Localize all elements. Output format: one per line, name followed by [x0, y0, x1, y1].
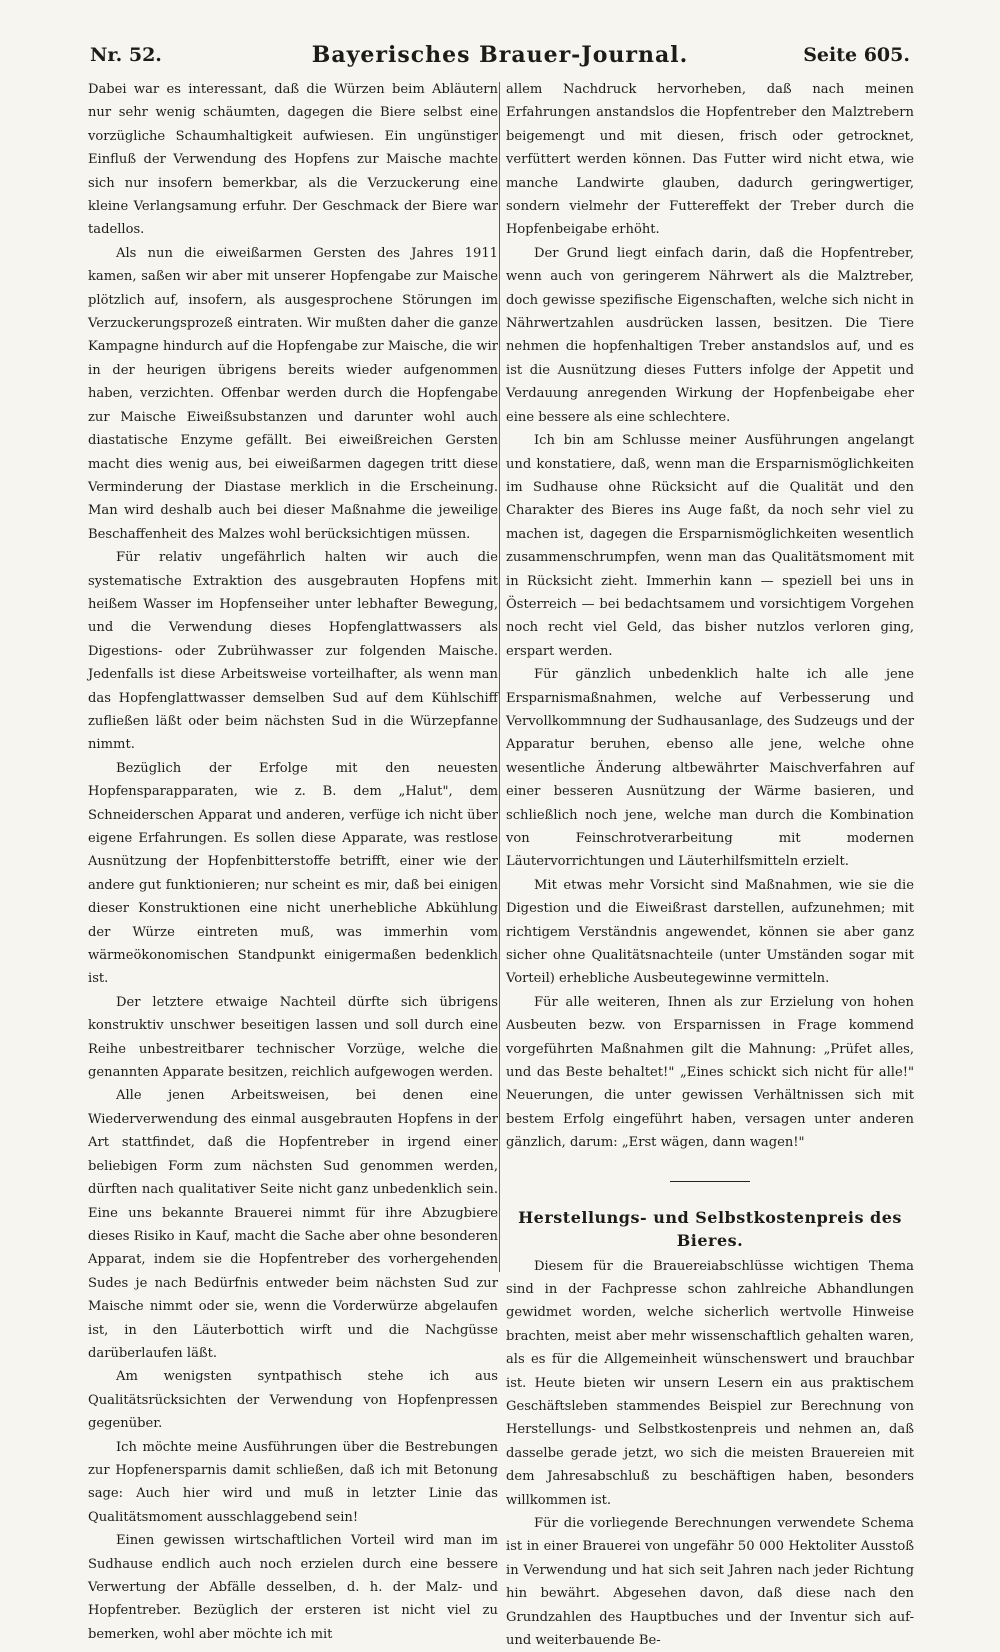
paragraph: Für relativ ungefährlich halten wir auch die systematische Extraktion des ausgebrauten Hopfens mit heißem Wasser im Hopfenseiher unter lebhafter Bewegung, und die Verwendung dieses Hopfenglattwassers als Digestions- oder Zubrühwasser zur folgenden Maische. Jedenfalls ist diese Arbeitsweise vorteilhafter, als wenn man das Hopfenglattwasser demselben Sud auf dem Kühlschiff zufließen läßt oder beim nächsten Sud in die Würzepfanne nimmt.: [88, 550, 498, 753]
paragraph: Mit etwas mehr Vorsicht sind Maßnahmen, wie sie die Digestion und die Eiweißrast darstellen, aufzunehmen; mit richtigem Verständnis angewendet, können sie aber ganz sicher ohne Qualitätsnachteile (unter Umständen sogar mit Vorteil) erhebliche Ausbeutegewinne vermitteln.: [506, 877, 914, 987]
paragraph: Für alle weiteren, Ihnen als zur Erzielung von hohen Ausbeuten bezw. von Ersparnissen in Frage kommend vorgeführten Maßnahmen gilt die Mahnung: „Prüfet alles, und das Beste behaltet!" „Eines schickt sich nicht für alle!" Neuerungen, die unter gewissen Verhältnissen sich mit bestem Erfolg eingeführt haben, versagen unter anderen gänzlich, darum: „Erst wägen, dann wagen!": [506, 994, 914, 1151]
paragraph: Einen gewissen wirtschaftlichen Vorteil wird man im Sudhause endlich auch noch erzielen durch eine bessere Verwertung der Abfälle desselben, d. h. der Malz- und Hopfentreber. Bezüglich der ersteren ist nicht viel zu bemerken, wohl aber möchte ich mit: [88, 1533, 498, 1642]
paragraph: Diesem für die Brauereiabschlüsse wichtigen Thema sind in der Fachpresse schon zahlreiche Abhandlungen gewidmet worden, welche sicherlich wertvolle Hinweise brachten, meist aber mehr wissenschaftlich gehalten waren, als es für die Allgemeinheit wünschenswert und brauchbar ist. Heute bieten wir unsern Lesern ein aus praktischem Geschäftsleben stammendes Beispiel zur Berechnung von Herstellungs- und Selbstkostenpreis und nehmen an, daß dasselbe gerade jetzt, wo sich die meisten Brauereien mit dem Jahresabschluß zu beschäftigen haben, besonders willkommen ist.: [506, 1258, 914, 1508]
section-heading: Herstellungs- und Selbstkostenpreis des Bieres.: [518, 1207, 902, 1251]
paragraph: Für die vorliegende Berechnungen verwendete Schema ist in einer Brauerei von ungefähr 50 000 Hektoliter Ausstoß in Verwendung und hat sich seit Jahren nach jeder Richtung hin bewährt. Abgesehen davon, daß diese nach den Grundzahlen des Hauptbuches und der Inventur sich auf- und weiterbauende Be-: [506, 1515, 914, 1648]
issue-number: Nr. 52.: [90, 44, 162, 66]
paragraph: Der letztere etwaige Nachteil dürfte sich übrigens konstruktiv unschwer beseitigen lassen und soll durch eine Reihe unbestreitbarer technischer Vorzüge, welche die genannten Apparate besitzen, reichlich aufgewogen werden.: [88, 994, 498, 1081]
right-column: [506, 78, 914, 1648]
paragraph: Alle jenen Arbeitsweisen, bei denen eine Wiederverwendung des einmal ausgebrauten Hopfens in der Art stattfindet, daß die Hopfentreber in irgend einer beliebigen Form zum nächsten Sud genommen werden, dürften nach qualitativer Seite nicht ganz unbedenklich sein. Eine uns bekannte Brauerei nimmt für ihre Abzugbiere dieses Risiko in Kauf, macht die Sache aber ohne besonderen Apparat, indem sie die Hopfentreber des vorhergehenden Sudes je nach Bedürfnis entweder beim nächsten Sud zur Maische nimmt oder sie, wenn die Vorderwürze abgelaufen ist, in den Läuterbottich wirft und die Nachgüsse darüberlaufen läßt.: [88, 1088, 498, 1361]
paragraph: Ich möchte meine Ausführungen über die Bestrebungen zur Hopfenersparnis damit schließen, daß ich mit Betonung sage: Auch hier wird und muß in letzter Linie das Qualitätsmoment ausschlaggebend sein!: [88, 1439, 498, 1525]
paragraph: Der Grund liegt einfach darin, daß die Hopfentreber, wenn auch von geringerem Nährwert als die Malztreber, doch gewisse spezifische Eigenschaften, welche sich nicht in Nährwertzahlen ausdrücken lassen, besitzen. Die Tiere nehmen die hopfenhaltigen Treber anstandslos auf, und es ist die Ausnützung dieses Futters infolge der Appetit und Verdauung anregenden Wirkung der Hopfenbeigabe eher eine bessere als eine schlechtere.: [506, 245, 914, 425]
paragraph: Dabei war es interessant, daß die Würzen beim Abläutern nur sehr wenig schäumten, dagegen die Biere selbst eine vorzügliche Schaumhaltigkeit aufwiesen. Ein ungünstiger Einfluß der Verwendung des Hopfens zur Maische machte sich nur insofern bemerkbar, als die Verzuckerung eine kleine Verlangsamung erfuhr. Der Geschmack der Biere war tadellos.: [88, 82, 498, 238]
paragraph: Für gänzlich unbedenklich halte ich alle jene Ersparnismaßnahmen, welche auf Verbesserung und Vervollkommnung der Sudhausanlage, des Sudzeugs und der Apparatur beruhen, ebenso alle jene, welche ohne wesentliche Änderung altbewährter Maischverfahren auf einer besseren Ausnützung der Wärme basieren, und schließlich noch jene, welche man durch die Kombination von Feinschrotverarbeitung mit modernen Läutervorrichtungen und Läuterhilfsmitteln erzielt.: [506, 667, 914, 870]
paragraph: Als nun die eiweißarmen Gersten des Jahres 1911 kamen, saßen wir aber mit unserer Hopfengabe zur Maische plötzlich auf, insofern, als ausgesprochene Störungen im Verzuckerungsprozeß eintraten. Wir mußten daher die ganze Kampagne hindurch auf die Hopfengabe zur Maische, die wir in der heurigen übrigens bereits wieder aufgenommen haben, verzichten. Offenbar werden durch die Hopfengabe zur Maische Eiweißsubstanzen und darunter wohl auch diastatische Enzyme gefällt. Bei eiweißreichen Gersten macht dies wenig aus, bei eiweißarmen dagegen tritt diese Verminderung der Diastase merklich in die Erscheinung. Man wird deshalb auch bei dieser Maßnahme die jeweilige Beschaffenheit des Malzes wohl berücksichtigen müssen.: [88, 245, 498, 542]
page-header: [90, 38, 910, 70]
paragraph: Am wenigsten syntpathisch stehe ich aus Qualitätsrücksichten der Verwendung von Hopfenpressen gegenüber.: [88, 1369, 498, 1432]
paragraph: allem Nachdruck hervorheben, daß nach meinen Erfahrungen anstandslos die Hopfentreber den Malztrebern beigemengt und mit diesen, frisch oder getrocknet, verfüttert werden können. Das Futter wird nicht etwa, wie manche Landwirte glauben, dadurch geringwertiger, sondern vielmehr der Futtereffekt der Treber durch die Hopfenbeigabe erhöht.: [506, 82, 914, 238]
left-column: [88, 78, 498, 1642]
paragraph: Ich bin am Schlusse meiner Ausführungen angelangt und konstatiere, daß, wenn man die Ersparnismöglichkeiten im Sudhause ohne Rücksicht auf die Qualität und den Charakter des Bieres ins Auge faßt, da noch sehr viel zu machen ist, dagegen die Ersparnismöglichkeiten wesentlich zusammenschrumpfen, wenn man das Qualitätsmoment mit in Rücksicht zieht. Immerhin kann — speziell bei uns in Österreich — bei bedachtsamem und vorsichtigem Vorgehen noch recht viel Geld, das bisher nutzlos verloren ging, erspart werden.: [506, 433, 914, 659]
page-number: Seite 605.: [803, 44, 910, 66]
column-divider: [499, 82, 500, 1272]
journal-title: Bayerisches Brauer-Journal.: [311, 42, 689, 68]
section-separator: [670, 1181, 750, 1182]
paragraph: Bezüglich der Erfolge mit den neuesten Hopfensparapparaten, wie z. B. dem „Halut", dem Schneiderschen Apparat und anderen, verfüge ich nicht über eigene Erfahrungen. Es sollen diese Apparate, was restlose Ausnützung der Hopfenbitterstoffe betrifft, einer wie der andere gut funktionieren; nur scheint es mir, daß bei einigen dieser Konstruktionen eine nicht unerhebliche Abkühlung der Würze eintreten muß, was immerhin vom wärmeökonomischen Standpunkt einigermaßen bedenklich ist.: [88, 760, 498, 987]
